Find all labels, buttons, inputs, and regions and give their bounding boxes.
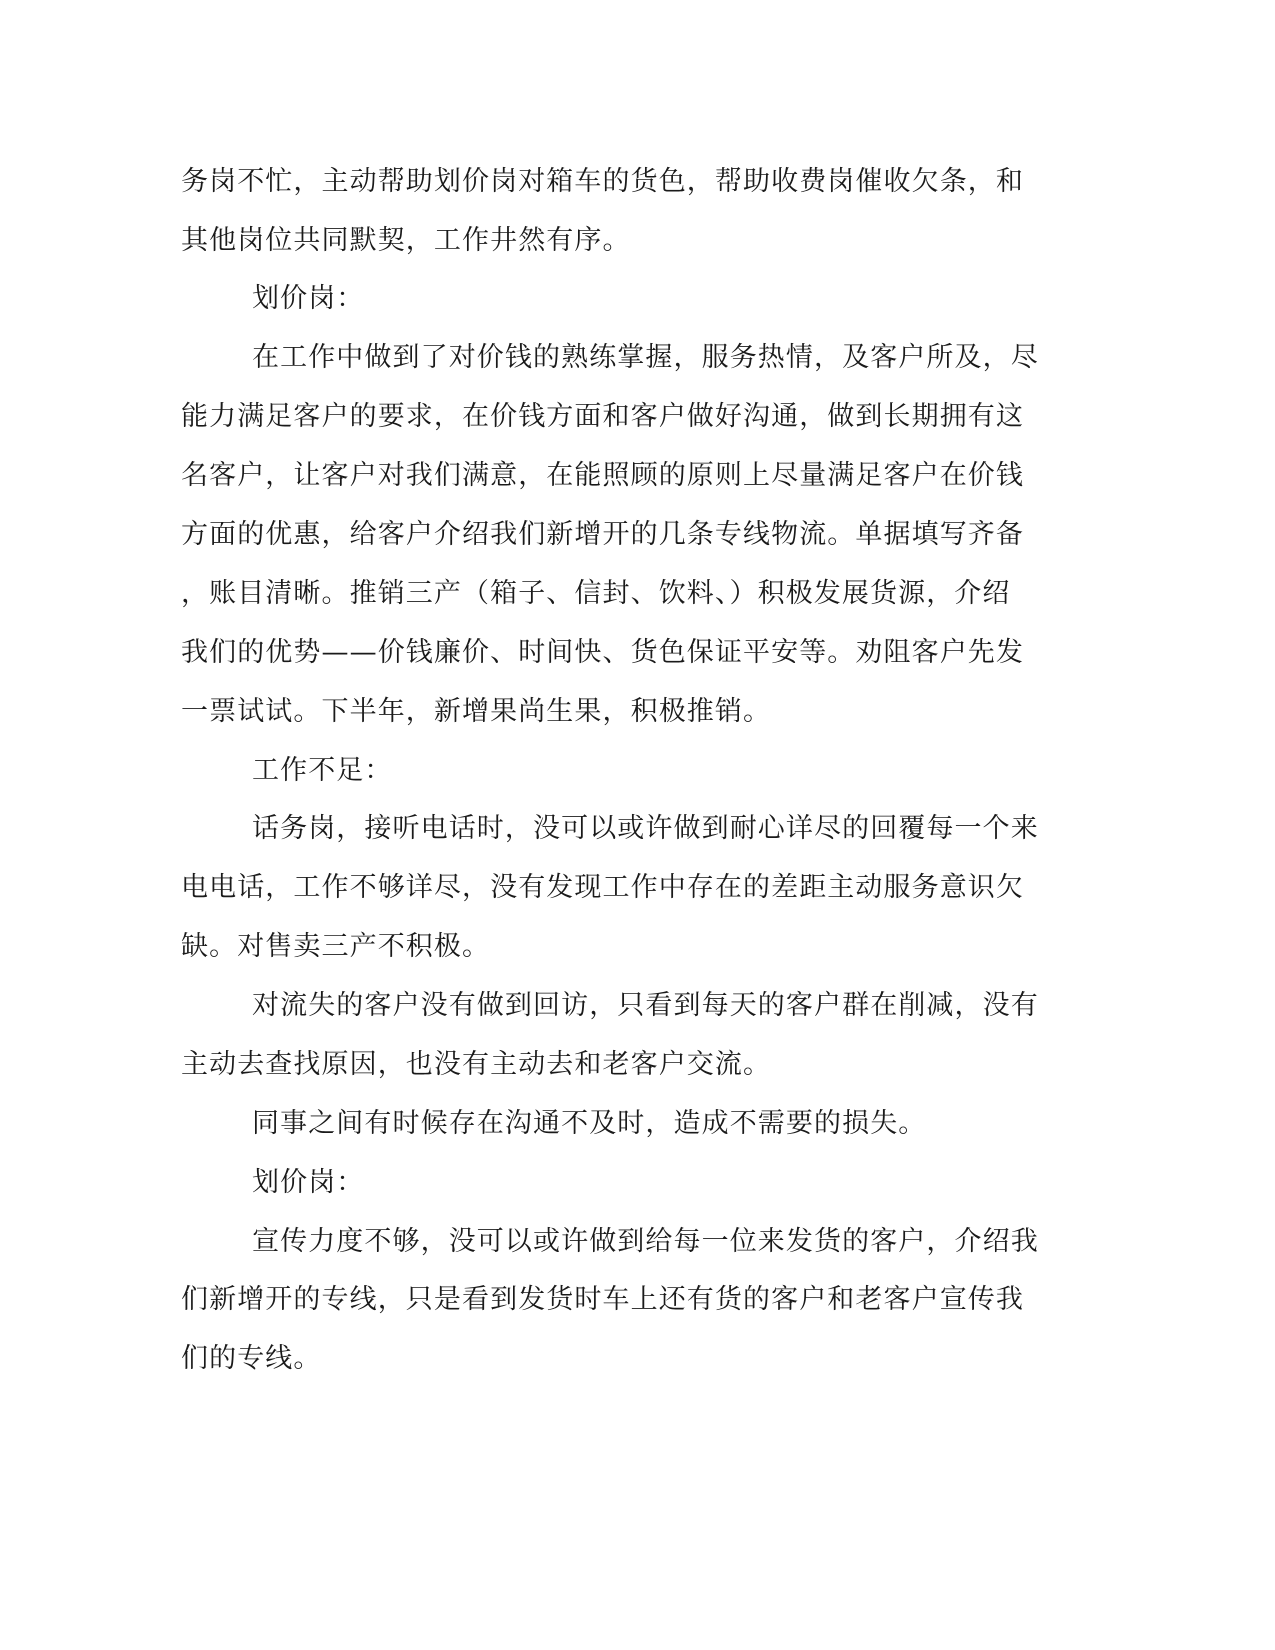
text-line: 我们的优势——价钱廉价、时间快、货色保证平安等。劝阻客户先发 [181, 637, 1024, 668]
section-heading: 划价岗： [252, 1167, 365, 1198]
text-line: 缺。对售卖三产不积极。 [181, 931, 491, 962]
text-line: 们的专线。 [181, 1343, 322, 1374]
text-line: 在工作中做到了对价钱的熟练掌握，服务热情，及客户所及，尽 [252, 342, 1039, 373]
text-line: 话务岗，接听电话时，没可以或许做到耐心详尽的回覆每一个来 [252, 813, 1039, 844]
text-line: 务岗不忙，主动帮助划价岗对箱车的货色，帮助收费岗催收欠条，和 [181, 166, 1024, 197]
section-heading: 工作不足： [252, 755, 393, 786]
section-heading: 划价岗： [252, 283, 365, 314]
text-line: 对流失的客户没有做到回访，只看到每天的客户群在削减，没有 [252, 990, 1039, 1021]
text-line: 宣传力度不够，没可以或许做到给每一位来发货的客户，介绍我 [252, 1226, 1039, 1257]
text-line: ，账目清晰。推销三产（箱子、信封、饮料、）积极发展货源，介绍 [181, 578, 1011, 609]
text-line: 主动去查找原因，也没有主动去和老客户交流。 [181, 1049, 772, 1080]
text-line: 能力满足客户的要求，在价钱方面和客户做好沟通，做到长期拥有这 [181, 401, 1024, 432]
text-line: 名客户，让客户对我们满意，在能照顾的原则上尽量满足客户在价钱 [181, 460, 1024, 491]
text-line: 其他岗位共同默契，工作井然有序。 [181, 225, 631, 256]
text-line: 同事之间有时候存在沟通不及时，造成不需要的损失。 [252, 1108, 927, 1139]
text-line: 方面的优惠，给客户介绍我们新增开的几条专线物流。单据填写齐备 [181, 519, 1024, 550]
text-line: 电电话，工作不够详尽，没有发现工作中存在的差距主动服务意识欠 [181, 872, 1024, 903]
text-line: 们新增开的专线，只是看到发货时车上还有货的客户和老客户宣传我 [181, 1284, 1024, 1315]
text-line: 一票试试。下半年，新增果尚生果，积极推销。 [181, 696, 772, 727]
